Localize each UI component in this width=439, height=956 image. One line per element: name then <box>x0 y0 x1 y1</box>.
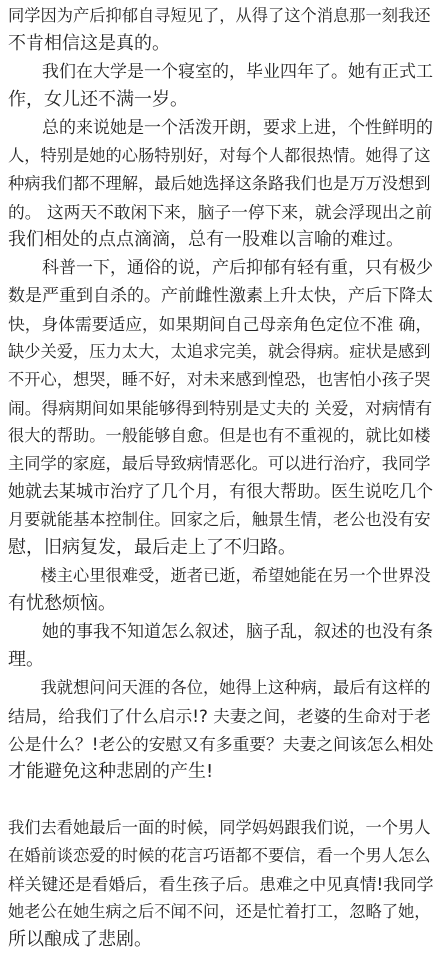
article-line-30: 在婚前谈恋爱的时候的花言巧语都不要信，看一个男人怎么 <box>8 846 431 865</box>
article-line-2: 不肯相信这是真的。 <box>8 33 170 54</box>
article-line-24: 理。 <box>8 649 44 670</box>
article-line-27: 公是什么？!老公的安慰又有多重要？夫妻之间该怎么相处 <box>8 734 434 754</box>
article-line-17: 主同学的家庭，最后导致病情恶化。可以进行治疗，我同学 <box>8 454 431 473</box>
article-line-16: 很大的帮助。一般能够自愈。但是也有不重视的，就比如楼 <box>8 426 431 445</box>
article-line-31: 样关键还是看婚后，看生孩子后。患难之中见真情!我同学 <box>8 874 434 894</box>
article-line-19: 月要就能基本控制住。回家之后，触景生情，老公也没有安 <box>8 510 431 529</box>
article-line-9: 我们相处的点点滴滴，总有一股难以言喻的难过。 <box>8 229 404 250</box>
article-line-10: 科普一下，通俗的说，产后抑郁有轻有重，只有极少 <box>8 258 433 278</box>
article-line-25: 我就想问问天涯的各位，她得上这种病，最后有这样的 <box>8 678 431 697</box>
article-line-20: 慰，旧病复发，最后走上了不归路。 <box>8 537 296 558</box>
article-line-1: 同学因为产后抑郁自寻短见了，从得了这个消息那一刻我还 <box>8 6 431 25</box>
article-line-29: 我们去看她最后一面的时候，同学妈妈跟我们说，一个男人 <box>8 818 431 837</box>
article-line-18: 她就去某城市治疗了几个月，有很大帮助。医生说吃几个 <box>8 482 433 502</box>
article-line-33: 所以酿成了悲剧。 <box>8 929 152 950</box>
article-line-14: 不开心，想哭，睡不好，对未来感到惶恐，也害怕小孩子哭 <box>8 370 431 389</box>
article-line-7: 种病我们都不理解，最后她选择这条路我们也是万万没想到 <box>8 174 431 193</box>
article-line-8: 的。 这两天不敢闲下来，脑子一停下来，就会浮现出之前 <box>8 202 433 222</box>
article-line-26: 结局，给我们了什么启示!? 夫妻之间，老婆的生命对于老 <box>8 706 431 726</box>
article-line-13: 缺少关爱，压力太大，太追求完美，就会得病。症状是感到 <box>8 342 431 361</box>
article-line-28: 才能避免这种悲剧的产生! <box>8 761 214 782</box>
article-line-15: 闹。得病期间如果能够得到特别是丈夫的 关爱，对病情有 <box>8 398 433 418</box>
article-line-21: 楼主心里很难受，逝者已逝，希望她能在另一个世界没 <box>8 566 431 585</box>
article-line-5: 总的来说她是一个活泼开朗，要求上进，个性鲜明的 <box>8 118 433 138</box>
article-line-32: 她老公在她生病之后不闻不问，还是忙着打工，忽略了她， <box>8 902 431 921</box>
article-line-6: 人，特别是她的心肠特别好，对每个人都很热情。她得了这 <box>8 146 431 165</box>
article-line-11: 数是严重到自杀的。产前雌性激素上升太快，产后下降太 <box>8 286 433 306</box>
article-line-3: 我们在大学是一个寝室的，毕业四年了。她有正式工 <box>8 62 433 82</box>
article-line-4: 作，女儿还不满一岁。 <box>8 89 188 110</box>
article-line-23: 她的事我不知道怎么叙述，脑子乱，叙述的也没有条 <box>8 622 433 642</box>
article-line-12: 快，身体需要适应，如果期间自己母亲角色定位不准 确， <box>8 314 433 334</box>
article-line-22: 有忧愁烦恼。 <box>8 593 116 614</box>
